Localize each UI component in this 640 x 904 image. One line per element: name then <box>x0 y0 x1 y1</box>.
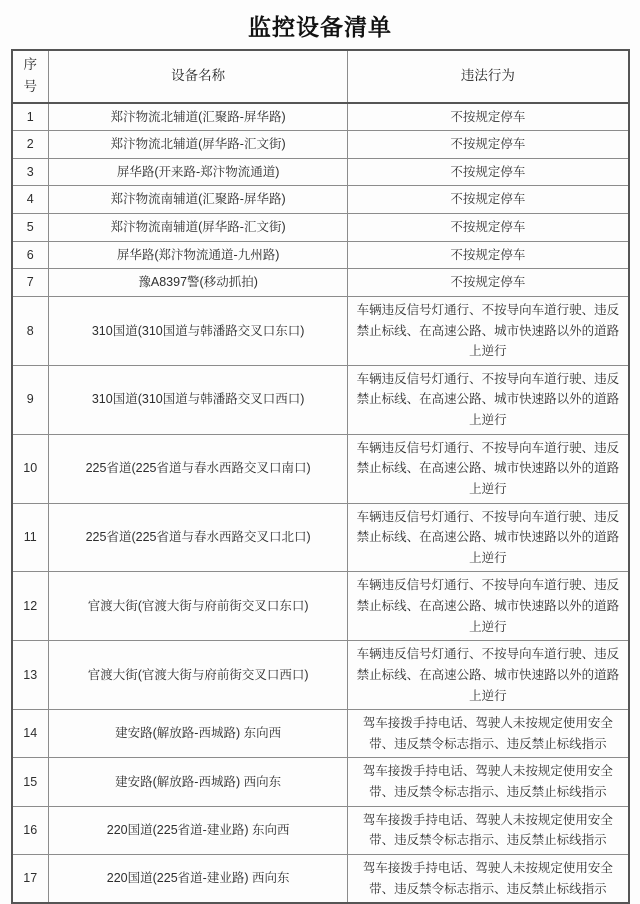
table-row <box>12 269 629 297</box>
header-device-name: 设备名称 <box>49 50 348 103</box>
cell-device-name: 屏华路(郑汴物流通道-九州路) <box>49 241 348 269</box>
table-row <box>12 572 629 641</box>
table-row <box>12 296 629 365</box>
cell-device-name: 官渡大街(官渡大街与府前街交叉口西口) <box>49 641 348 710</box>
cell-serial-number: 1 <box>12 103 49 131</box>
cell-device-name: 郑汴物流南辅道(汇聚路-屏华路) <box>49 186 348 214</box>
cell-device-name: 豫A8397警(移动抓拍) <box>49 269 348 297</box>
cell-violation: 车辆违反信号灯通行、不按导向车道行驶、违反禁止标线、在高速公路、城市快速路以外的道路上逆行 <box>348 296 629 365</box>
table-row <box>12 186 629 214</box>
cell-device-name: 220国道(225省道-建业路) 东向西 <box>49 806 348 854</box>
table-row <box>12 158 629 186</box>
cell-device-name: 220国道(225省道-建业路) 西向东 <box>49 854 348 903</box>
cell-serial-number: 11 <box>12 503 49 572</box>
cell-serial-number: 14 <box>12 710 49 758</box>
cell-violation: 不按规定停车 <box>348 186 629 214</box>
cell-violation: 车辆违反信号灯通行、不按导向车道行驶、违反禁止标线、在高速公路、城市快速路以外的道路上逆行 <box>348 434 629 503</box>
cell-serial-number: 4 <box>12 186 49 214</box>
table-row <box>12 241 629 269</box>
table-row <box>12 806 629 854</box>
table-body <box>12 103 629 904</box>
header-violation: 违法行为 <box>348 50 629 103</box>
table-row <box>12 131 629 159</box>
cell-serial-number: 16 <box>12 806 49 854</box>
table-row <box>12 434 629 503</box>
cell-violation: 驾车接拨手持电话、驾驶人未按规定使用安全带、违反禁令标志指示、违反禁止标线指示 <box>348 854 629 903</box>
page-title: 监控设备清单 <box>248 14 392 40</box>
header-serial-number: 序号 <box>12 50 49 103</box>
cell-device-name: 郑汴物流北辅道(汇聚路-屏华路) <box>49 103 348 131</box>
cell-serial-number: 3 <box>12 158 49 186</box>
cell-serial-number: 7 <box>12 269 49 297</box>
table-row <box>12 710 629 758</box>
cell-violation: 不按规定停车 <box>348 241 629 269</box>
cell-serial-number: 5 <box>12 214 49 242</box>
table-row <box>12 365 629 434</box>
cell-violation: 不按规定停车 <box>348 103 629 131</box>
cell-serial-number: 15 <box>12 758 49 806</box>
cell-violation: 车辆违反信号灯通行、不按导向车道行驶、违反禁止标线、在高速公路、城市快速路以外的道路上逆行 <box>348 572 629 641</box>
cell-serial-number: 13 <box>12 641 49 710</box>
monitoring-device-table <box>11 49 630 904</box>
cell-violation: 车辆违反信号灯通行、不按导向车道行驶、违反禁止标线、在高速公路、城市快速路以外的道路上逆行 <box>348 503 629 572</box>
cell-violation: 驾车接拨手持电话、驾驶人未按规定使用安全带、违反禁令标志指示、违反禁止标线指示 <box>348 710 629 758</box>
cell-violation: 驾车接拨手持电话、驾驶人未按规定使用安全带、违反禁令标志指示、违反禁止标线指示 <box>348 806 629 854</box>
cell-serial-number: 17 <box>12 854 49 903</box>
cell-device-name: 屏华路(开来路-郑汴物流通道) <box>49 158 348 186</box>
cell-serial-number: 12 <box>12 572 49 641</box>
table-row <box>12 641 629 710</box>
cell-device-name: 建安路(解放路-西城路) 西向东 <box>49 758 348 806</box>
cell-violation: 车辆违反信号灯通行、不按导向车道行驶、违反禁止标线、在高速公路、城市快速路以外的道路上逆行 <box>348 365 629 434</box>
cell-device-name: 官渡大街(官渡大街与府前街交叉口东口) <box>49 572 348 641</box>
cell-violation: 不按规定停车 <box>348 131 629 159</box>
cell-serial-number: 10 <box>12 434 49 503</box>
cell-violation: 车辆违反信号灯通行、不按导向车道行驶、违反禁止标线、在高速公路、城市快速路以外的道路上逆行 <box>348 641 629 710</box>
cell-serial-number: 2 <box>12 131 49 159</box>
cell-device-name: 郑汴物流北辅道(屏华路-汇文街) <box>49 131 348 159</box>
cell-violation: 驾车接拨手持电话、驾驶人未按规定使用安全带、违反禁令标志指示、违反禁止标线指示 <box>348 758 629 806</box>
table-header-row <box>12 50 629 103</box>
cell-device-name: 建安路(解放路-西城路) 东向西 <box>49 710 348 758</box>
cell-serial-number: 6 <box>12 241 49 269</box>
cell-serial-number: 9 <box>12 365 49 434</box>
cell-device-name: 310国道(310国道与韩潘路交叉口东口) <box>49 296 348 365</box>
cell-violation: 不按规定停车 <box>348 214 629 242</box>
cell-device-name: 225省道(225省道与春水西路交叉口南口) <box>49 434 348 503</box>
cell-serial-number: 8 <box>12 296 49 365</box>
cell-device-name: 郑汴物流南辅道(屏华路-汇文街) <box>49 214 348 242</box>
table-row <box>12 503 629 572</box>
cell-violation: 不按规定停车 <box>348 269 629 297</box>
table-row <box>12 214 629 242</box>
cell-device-name: 225省道(225省道与春水西路交叉口北口) <box>49 503 348 572</box>
table-row <box>12 758 629 806</box>
table-row <box>12 854 629 903</box>
cell-device-name: 310国道(310国道与韩潘路交叉口西口) <box>49 365 348 434</box>
cell-violation: 不按规定停车 <box>348 158 629 186</box>
table-row <box>12 103 629 131</box>
